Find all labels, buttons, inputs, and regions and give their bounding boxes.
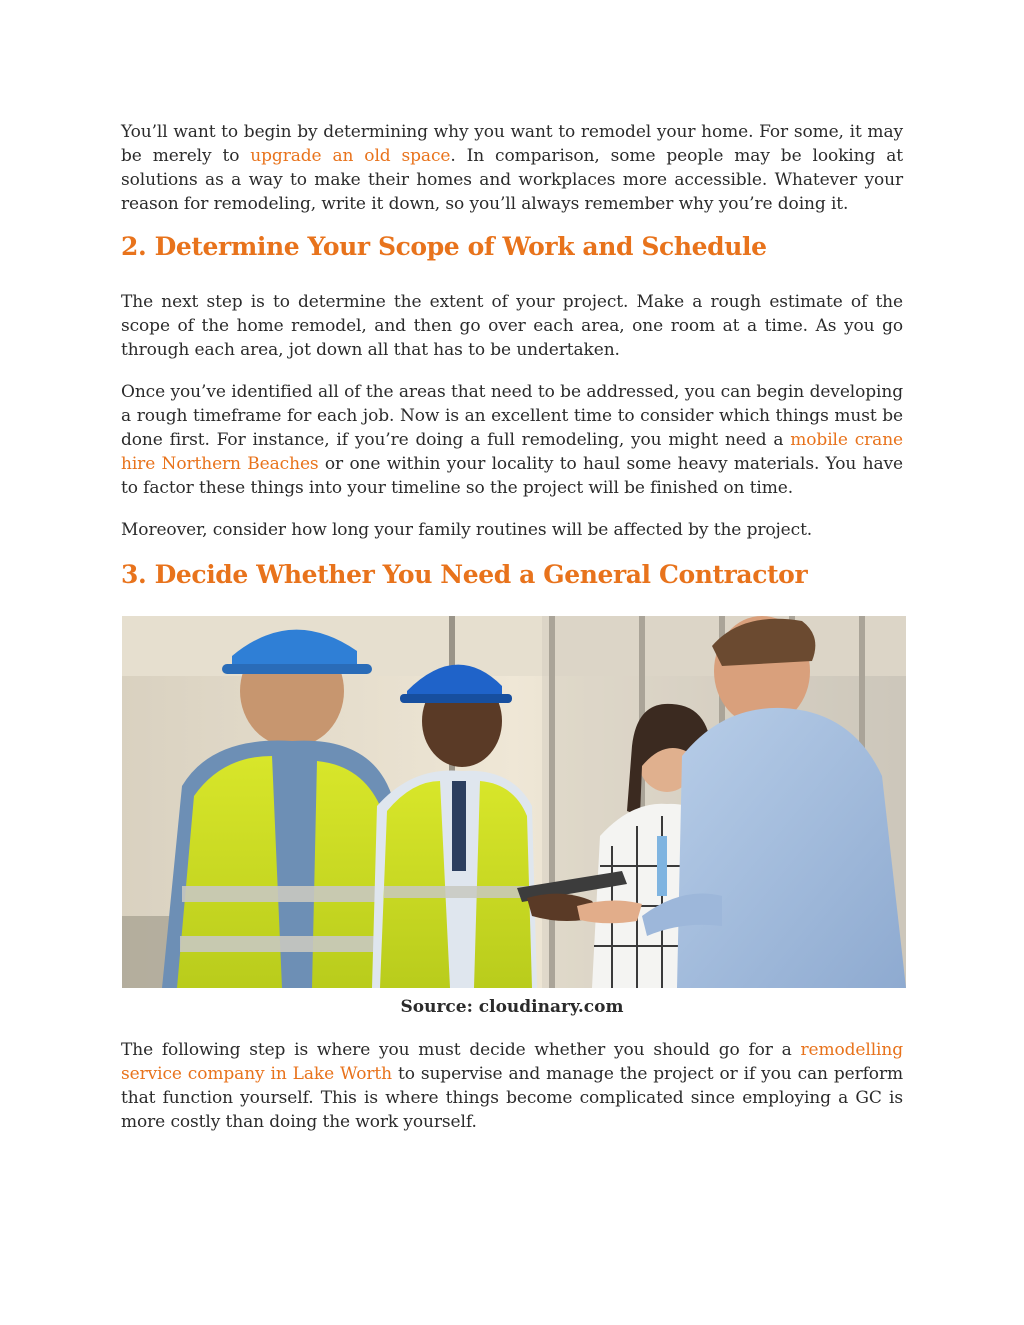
- intro-text-end: . In comparison, some people may be looking at solutions as a way to make their homes and workplaces more accessible. Whatever your reason for remodeling, write it down, so you’ll always remember why you’re doing it.: [121, 146, 903, 214]
- contractor-paragraph: [121, 1038, 903, 1134]
- image-caption: Source: cloudinary.com: [400, 997, 624, 1017]
- document-page: [121, 120, 903, 1134]
- scope-p2-text-start: Once you’ve identified all of the areas that need to be addressed, you can begin developing a rough timeframe for each job. Now is an excellent time to consider which things must be done first. For instance, if you’re doing a full remodeling, you might need a: [121, 382, 903, 450]
- section-3-heading: 3. Decide Whether You Need a General Contractor: [121, 560, 808, 589]
- scope-paragraph-3: Moreover, consider how long your family routines will be affected by the project.: [121, 520, 813, 540]
- section-2-heading: 2. Determine Your Scope of Work and Schedule: [121, 232, 767, 261]
- mobile-crane-hire-link[interactable]: mobile crane hire Northern Beaches: [121, 430, 904, 474]
- intro-paragraph: [121, 120, 903, 216]
- contractor-text-start: The following step is where you must decide whether you should go for a: [121, 1040, 801, 1060]
- remodelling-service-link[interactable]: remodelling service company in Lake Worth: [121, 1040, 903, 1084]
- upgrade-old-space-link[interactable]: upgrade an old space: [250, 146, 451, 166]
- photo-illustration: [122, 616, 906, 988]
- scope-paragraph-2: [121, 380, 903, 500]
- intro-text-start: You’ll want to begin by determining why you want to remodel your home. For some, it may be merely to: [121, 122, 903, 166]
- contractor-text-end: to supervise and manage the project or if you can perform that function yourself. This is where things become complicated since employing a GC is more costly than doing the work yourself.: [121, 1064, 903, 1132]
- scope-paragraph-1: The next step is to determine the extent of your project. Make a rough estimate of the scope of the home remodel, and then go over each area, one room at a time. As you go through each area, jot down all that has to be undertaken.: [121, 292, 903, 360]
- construction-handshake-photo: [122, 616, 906, 988]
- scope-p2-text-end: or one within your locality to haul some heavy materials. You have to factor these things into your timeline so the project will be finished on time.: [121, 454, 903, 498]
